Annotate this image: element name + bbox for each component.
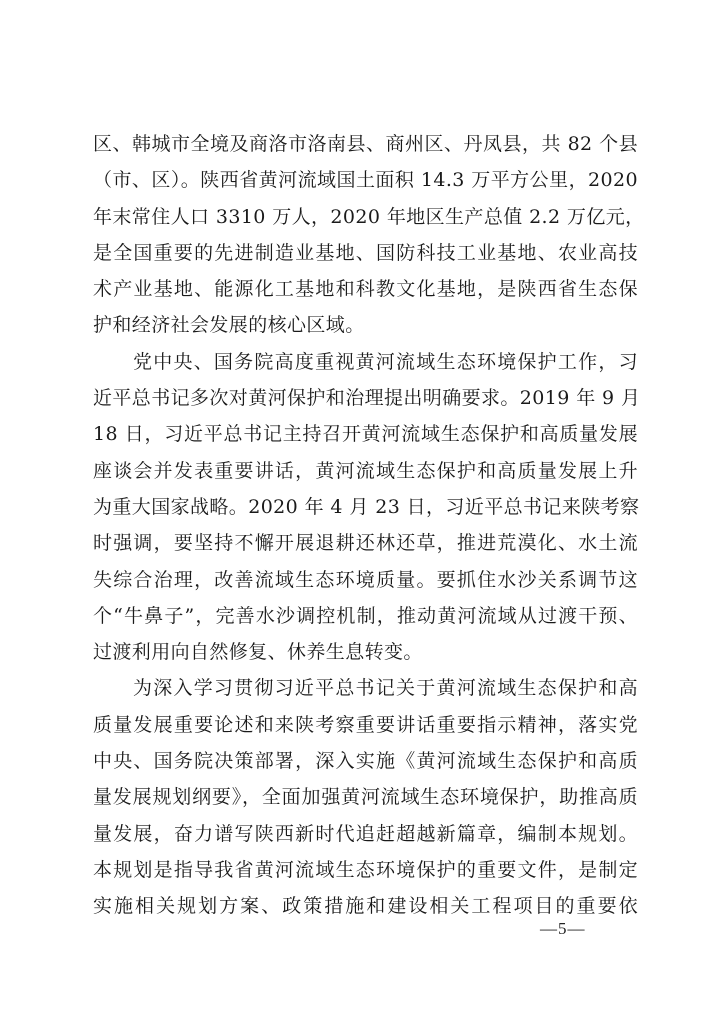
text-line: 护和经济社会发展的核心区域。 <box>93 314 365 337</box>
text-line: 区、韩城市全境及商洛市洛南县、商州区、丹凤县，共 82 个县 <box>93 133 638 155</box>
text-line: 18 日，习近平总书记主持召开黄河流域生态保护和高质量发展 <box>93 423 638 446</box>
text-line: 座谈会并发表重要讲话，黄河流域生态保护和高质量发展上升 <box>93 459 638 482</box>
text-line: 是全国重要的先进制造业基地、国防科技工业基地、农业高技 <box>93 241 638 264</box>
text-line: 近平总书记多次对黄河保护和治理提出明确要求。2019 年 9 月 <box>93 387 641 410</box>
text-line: 量发展规划纲要》，全面加强黄河流域生态环境保护，助推高质 <box>93 786 638 809</box>
text-line: 术产业基地、能源化工基地和科教文化基地，是陕西省生态保 <box>93 278 638 301</box>
text-line: 量发展，奋力谱写陕西新时代追赶超越新篇章，编制本规划。 <box>93 822 638 845</box>
page-number: —5— <box>540 919 586 938</box>
text-line: 实施相关规划方案、政策措施和建设相关工程项目的重要依 <box>93 895 638 918</box>
text-line: 为重大国家战略。2020 年 4 月 23 日，习近平总书记来陕考察 <box>93 495 640 518</box>
text-line: （市、区）。陕西省黄河流域国土面积 14.3 万平方公里，2020 <box>93 169 638 192</box>
text-line: 过渡利用向自然修复、休养生息转变。 <box>93 641 423 664</box>
body-text <box>93 126 645 925</box>
text-line: 年末常住人口 3310 万人，2020 年地区生产总值 2.2 万亿元， <box>93 205 645 228</box>
text-line: 质量发展重要论述和来陕考察重要讲话重要指示精神，落实党 <box>93 713 638 736</box>
text-line: 个“牛鼻子”，完善水沙调控机制，推动黄河流域从过渡干预、 <box>93 604 638 627</box>
text-line: 本规划是指导我省黄河流域生态环境保护的重要文件，是制定 <box>93 858 638 881</box>
paragraph-start-line: 为深入学习贯彻习近平总书记关于黄河流域生态保护和高 <box>133 677 638 700</box>
text-line: 失综合治理，改善流域生态环境质量。要抓住水沙关系调节这 <box>93 568 638 591</box>
text-line: 中央、国务院决策部署，深入实施《黄河流域生态保护和高质 <box>93 750 638 773</box>
paragraph-start-line: 党中央、国务院高度重视黄河流域生态环境保护工作，习 <box>133 350 638 373</box>
text-line: 时强调，要坚持不懈开展退耕还林还草，推进荒漠化、水土流 <box>93 532 638 555</box>
